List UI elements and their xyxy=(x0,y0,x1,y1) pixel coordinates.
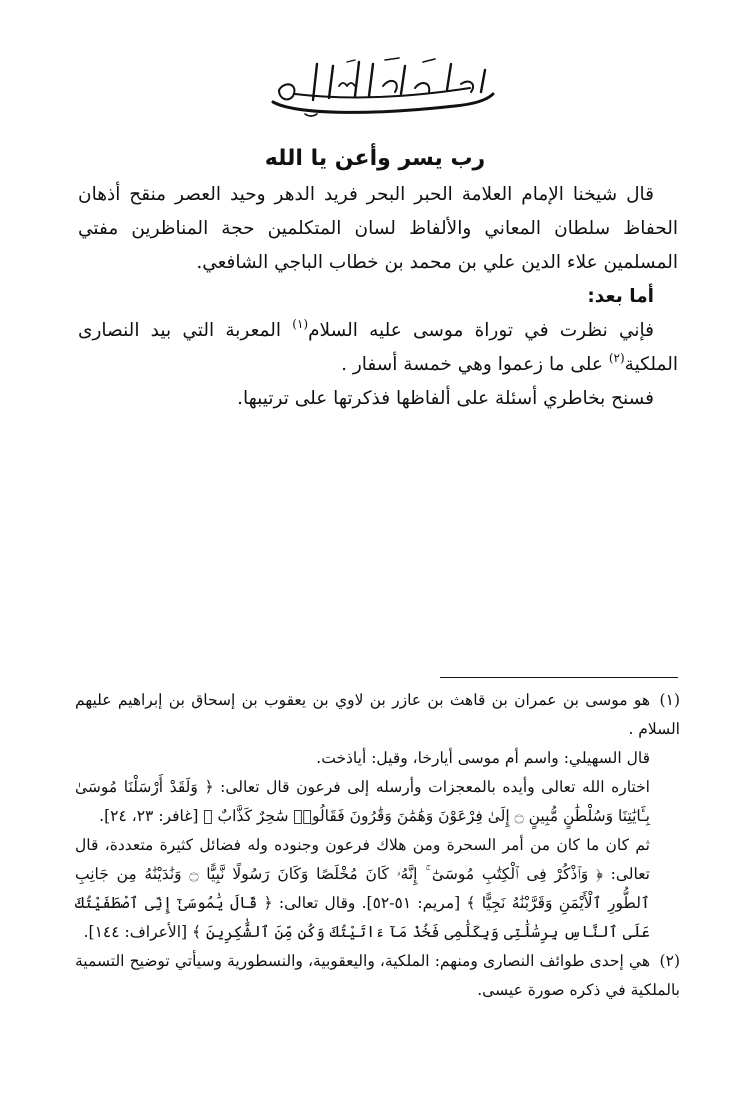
footnote-ref-1[interactable]: (١) xyxy=(292,317,309,331)
footnote-separator xyxy=(440,677,678,678)
quran-verse-maryam: ﴿ وَٱذْكُرْ فِى ٱلْكِتَٰبِ مُوسَىٰٓ ۚ إِنَّهُۥ كَانَ مُخْلَصًا وَكَانَ رَسُولًا نَّبِيًّا ۝ وَنَٰدَيْنَٰهُ مِن جَانِبِ ٱلطُّورِ ٱلْأَيْمَنِ وَقَرَّبْنَٰهُ نَجِيًّا ﴾ xyxy=(75,865,650,912)
section-label xyxy=(78,280,678,314)
footnote-1-quran-a-intro: اختاره الله تعالى وأيده بالمعجزات وأرسله إلى فرعون قال تعالى: xyxy=(213,778,650,796)
footnote-ref-2[interactable]: (٢) xyxy=(608,351,625,365)
closing-paragraph: فسنح بخاطري أسئلة على ألفاظها فذكرتها على ترتيبها. xyxy=(237,388,654,409)
torah-paragraph xyxy=(78,314,678,382)
quran-ref-araf: [الأعراف: ١٤٤]. xyxy=(83,923,193,941)
quran-ref-ghafir: [غافر: ٢٣، ٢٤]. xyxy=(99,807,204,825)
intro-paragraph: قال شيخنا الإمام العلامة الحبر البحر فريد الدهر وحيد العصر منقح أذهان الحفاظ سلطان المعاني والألفاظ لسان المتكلمين حجة المناظرين مفتي المسلمين علاء الدين علي بن محمد بن خطاب الباجي الشافعي. xyxy=(78,184,678,273)
page-heading: رب يسر وأعن يا الله xyxy=(264,146,486,171)
quran-verse-araf: ﴿ قَالَ يَٰمُوسَىٰٓ إِنِّى ٱصْطَفَيْتُكَ عَلَى ٱلنَّاسِ بِرِسَٰلَٰتِى وَبِكَلَٰمِى فَخُذْ مَآ ءَاتَيْتُكَ وَكُن مِّنَ ٱلشَّٰكِرِينَ ﴾ xyxy=(75,894,650,941)
footnote-2-number: (٢) xyxy=(659,952,680,970)
footnote-1-quran-b-intro: ثم كان ما كان من أمر السحرة ومن هلاك فرعون وجنوده وله فضائل كثيرة متعددة، قال تعالى: xyxy=(75,836,650,883)
footnote-1-quran-a xyxy=(75,773,680,831)
main-text xyxy=(78,178,678,416)
torah-text-a: فإني نظرت في توراة موسى عليه السلام xyxy=(308,320,654,341)
footnote-1-lineage: هو موسى بن عمران بن قاهث بن عازر بن لاوي بن يعقوب بن إسحاق بن إبراهيم عليهم السلام . xyxy=(75,691,680,738)
footnote-1-quran-b xyxy=(75,831,680,947)
quran-verse-ghafir: ﴿ وَلَقَدْ أَرْسَلْنَا مُوسَىٰ بِـَٔايَٰتِنَا وَسُلْطَٰنٍ مُّبِينٍ ۝ إِلَىٰ فِرْعَوْنَ وَهَٰمَٰنَ وَقَٰرُونَ فَقَالُوا۟ سَٰحِرٌ كَذَّابٌ ﴾ xyxy=(75,778,650,825)
footnote-1-number: (١) xyxy=(659,691,680,709)
basmala-calligraphy xyxy=(255,56,505,122)
amma-baad-label: أما بعد: xyxy=(587,286,654,307)
footnote-2 xyxy=(75,947,680,1005)
footnote-1 xyxy=(75,686,680,744)
torah-text-c: على ما زعموا وهي خمسة أسفار . xyxy=(341,354,609,375)
quran-ref-maryam: [مريم: ٥١-٥٢]. وقال تعالى: xyxy=(272,894,467,912)
torah-text-b: المعربة التي بيد النصارى الملكية xyxy=(78,320,678,375)
footnotes xyxy=(75,686,680,1005)
footnote-1-suhayli: قال السهيلي: واسم أم موسى أيارخا، وقيل: أياذخت. xyxy=(316,749,650,767)
footnote-2-text: هي إحدى طوائف النصارى ومنهم: الملكية، واليعقوبية، والنسطورية وسيأتي توضيح التسمية بالملكية في ذكره صورة عيسى. xyxy=(75,952,680,999)
